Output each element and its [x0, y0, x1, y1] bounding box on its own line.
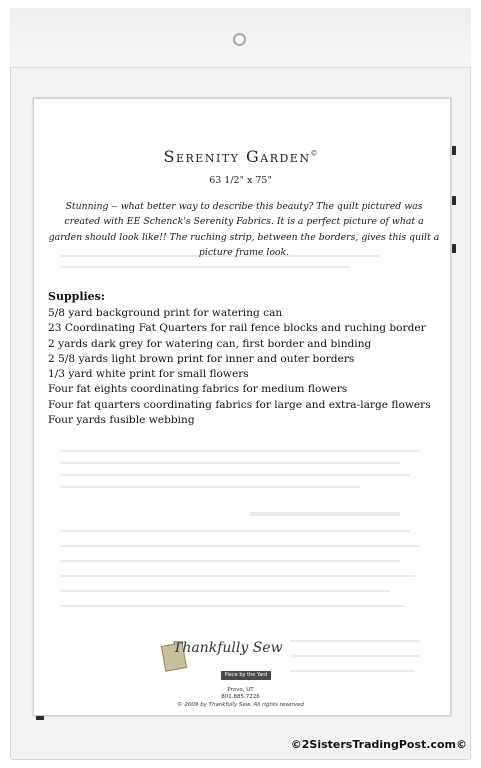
- edge-mark: [452, 244, 456, 253]
- supply-item: Four fat quarters coordinating fabrics for large and extra-large flowers: [48, 398, 431, 411]
- show-through-line: [60, 605, 405, 607]
- edge-mark: [36, 716, 44, 720]
- publisher-logo: [163, 640, 283, 684]
- supply-item: 1/3 yard white print for small flowers: [48, 368, 249, 381]
- show-through-line: [250, 512, 400, 516]
- logo-name: Thankfully Sew: [173, 640, 283, 656]
- supplies-list: [48, 306, 431, 428]
- show-through-line: [60, 545, 420, 547]
- quilt-dimensions: 63 1/2" x 75": [209, 175, 272, 186]
- show-through-line: [60, 266, 350, 268]
- supply-item: 23 Coordinating Fat Quarters for rail fence blocks and ruching border: [48, 322, 426, 335]
- watermark: ©2SistersTradingPost.com©: [290, 738, 467, 751]
- supply-item: 5/8 yard background print for watering can: [48, 307, 283, 319]
- show-through-line: [60, 486, 360, 488]
- show-through-line: [60, 474, 410, 476]
- publisher-city: Provo, UT: [227, 687, 254, 693]
- supply-item: 2 yards dark grey for watering can, first border and binding: [48, 337, 372, 350]
- intro-paragraph: Stunning -- what better way to describe this beauty? The quilt pictured was created with EE Schenck's Serenity Fabrics. It is a perfect picture of what a garden should look like!! The ruching strip, between the borders, gives this quilt a picture frame look.: [48, 201, 440, 258]
- logo-tagline: Piece by the Yard: [221, 671, 271, 680]
- show-through-line: [60, 575, 415, 577]
- supply-item: 2 5/8 yards light brown print for inner and outer borders: [48, 352, 355, 365]
- supplies-heading: Supplies:: [48, 290, 105, 303]
- pattern-title: Serenity Garden©: [163, 147, 318, 166]
- show-through-line: [60, 462, 400, 464]
- show-through-line: [60, 450, 420, 452]
- show-through-line: [290, 640, 420, 642]
- publisher-address: [0, 687, 481, 701]
- show-through-line: [60, 560, 400, 562]
- edge-mark: [452, 196, 456, 205]
- supply-item: Four yards fusible webbing: [48, 414, 195, 427]
- show-through-line: [60, 590, 390, 592]
- show-through-line: [290, 670, 415, 672]
- supply-item: Four fat eights coordinating fabrics for medium flowers: [48, 383, 348, 396]
- copyright-line: © 2009 by Thankfully Sew. All rights reserved: [177, 702, 304, 708]
- show-through-line: [290, 655, 420, 657]
- hang-hole: [233, 33, 246, 46]
- publisher-phone: 801.885.7226: [221, 694, 260, 700]
- show-through-line: [60, 530, 410, 532]
